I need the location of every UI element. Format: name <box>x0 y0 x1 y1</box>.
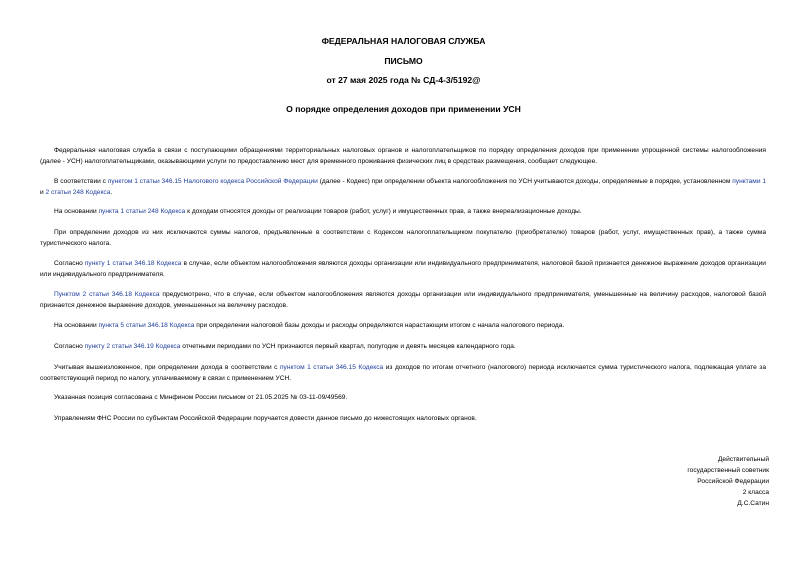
paragraph-7 <box>40 320 766 331</box>
paragraph-5-text-b: в случае, если объектом налогообложения являются доходы организации или индивидуального предпринимателя, налоговой базой признается денежное выражение доходов организации или индивидуального предпринимателя. <box>40 260 766 278</box>
link-points-1[interactable]: пунктами 1 <box>732 178 767 185</box>
paragraph-1-text: Федеральная налоговая служба в связи с поступающими обращениями территориальных налоговых органов и налогоплательщиков по порядку определения доходов при применении упрощенной системы налогообложения (далее - УСН) налогоплательщиками, оказывающими услуги по предоставлению мест для временного проживания физических лиц в средствах размещения, сообщает следующее. <box>40 147 766 165</box>
signature-line-1: Действительный <box>717 456 769 463</box>
paragraph-4-text: При определении доходов из них исключаются суммы налогов, предъявленные в соответствии с Кодексом налогоплательщиком покупателю (приобретателю) товаров (работ, услуг, имущественных прав), а также сумма туристического налога. <box>40 229 766 247</box>
link-article-248-point-1[interactable]: пункта 1 статьи 248 Кодекса <box>98 208 186 215</box>
link-article-346-15[interactable]: пунктом 1 статьи 346.15 Налогового кодекса Российской Федерации <box>107 178 318 185</box>
agency-title: ФЕДЕРАЛЬНАЯ НАЛОГОВАЯ СЛУЖБА <box>321 36 486 46</box>
paragraph-8-text-a: Согласно <box>54 343 85 350</box>
paragraph-3-text-b: к доходам относятся доходы от реализации товаров (работ, услуг) и имущественных прав, а также внереализационные доходы. <box>185 208 582 215</box>
paragraph-2-text-a: В соответствии с <box>54 178 108 185</box>
paragraph-5 <box>40 258 766 280</box>
document-date-number: от 27 мая 2025 года № СД-4-3/5192@ <box>326 75 481 85</box>
link-article-346-15-point-1[interactable]: пунктом 1 статьи 346.15 Кодекса <box>279 364 384 371</box>
link-article-248[interactable]: 2 статьи 248 Кодекса <box>45 189 111 196</box>
signatory-name: Д.С.Сатин <box>737 500 769 507</box>
paragraph-9-text-a: Учитывая вышеизложенное, при определении дохода в соответствии с <box>54 364 280 371</box>
paragraph-7-text-b: при определении налоговой базы доходы и расходы определяются нарастающим итогом с начала налогового периода. <box>194 322 565 329</box>
paragraph-8 <box>40 341 766 352</box>
paragraph-1 <box>40 145 766 167</box>
signature-line-3: Российской Федерации <box>697 478 769 485</box>
paragraph-8-text-b: отчетными периодами по УСН признаются первый квартал, полугодие и девять месяцев календарного года. <box>180 343 516 350</box>
paragraph-2 <box>40 176 766 198</box>
paragraph-4 <box>40 227 766 249</box>
paragraph-3 <box>40 206 766 217</box>
paragraph-9 <box>40 362 766 384</box>
document-type: ПИСЬМО <box>384 56 423 66</box>
paragraph-6-text: предусмотрено, что в случае, если объектом налогообложения являются доходы организации или индивидуального предпринимателя, уменьшенные на величину расходов, налоговой базой признается денежное выражение доходов, уменьшенных на величину расходов. <box>40 291 766 309</box>
paragraph-2-text-c: и <box>40 189 46 196</box>
paragraph-3-text-a: На основании <box>54 208 99 215</box>
link-article-346-19-point-2[interactable]: пункту 2 статьи 346.19 Кодекса <box>84 343 181 350</box>
signature-line-2: государственный советник <box>687 467 769 474</box>
signature-line-4: 2 класса <box>742 489 769 496</box>
paragraph-2-text-d: . <box>110 189 113 196</box>
paragraph-6 <box>40 289 766 311</box>
paragraph-7-text-a: На основании <box>54 322 99 329</box>
document-subject: О порядке определения доходов при применении УСН <box>286 104 521 114</box>
link-article-346-18-point-1[interactable]: пункту 1 статьи 346.18 Кодекса <box>84 260 182 267</box>
link-article-346-18-point-5[interactable]: пункта 5 статьи 346.18 Кодекса <box>98 322 195 329</box>
paragraph-2-text-b: (далее - Кодекс) при определении объекта налогообложения по УСН учитываются доходы, определяемые в порядке, установленном <box>317 178 733 185</box>
paragraph-10 <box>40 392 766 403</box>
paragraph-5-text-a: Согласно <box>54 260 85 267</box>
link-article-346-18-point-2[interactable]: Пунктом 2 статьи 346.18 Кодекса <box>54 291 160 298</box>
paragraph-9-text-b: из доходов по итогам отчетного (налогового) периода исключается сумма туристического налога, подлежащая уплате за соответствующий период по налогу, уплачиваемому в связи с применением УСН. <box>40 364 766 382</box>
paragraph-11 <box>40 413 766 424</box>
paragraph-11-text: Управлениям ФНС России по субъектам Российской Федерации поручается довести данное письмо до нижестоящих налоговых органов. <box>54 415 477 422</box>
paragraph-10-text: Указанная позиция согласована с Минфином России письмом от 21.05.2025 № 03-11-09/49569. <box>54 394 348 401</box>
